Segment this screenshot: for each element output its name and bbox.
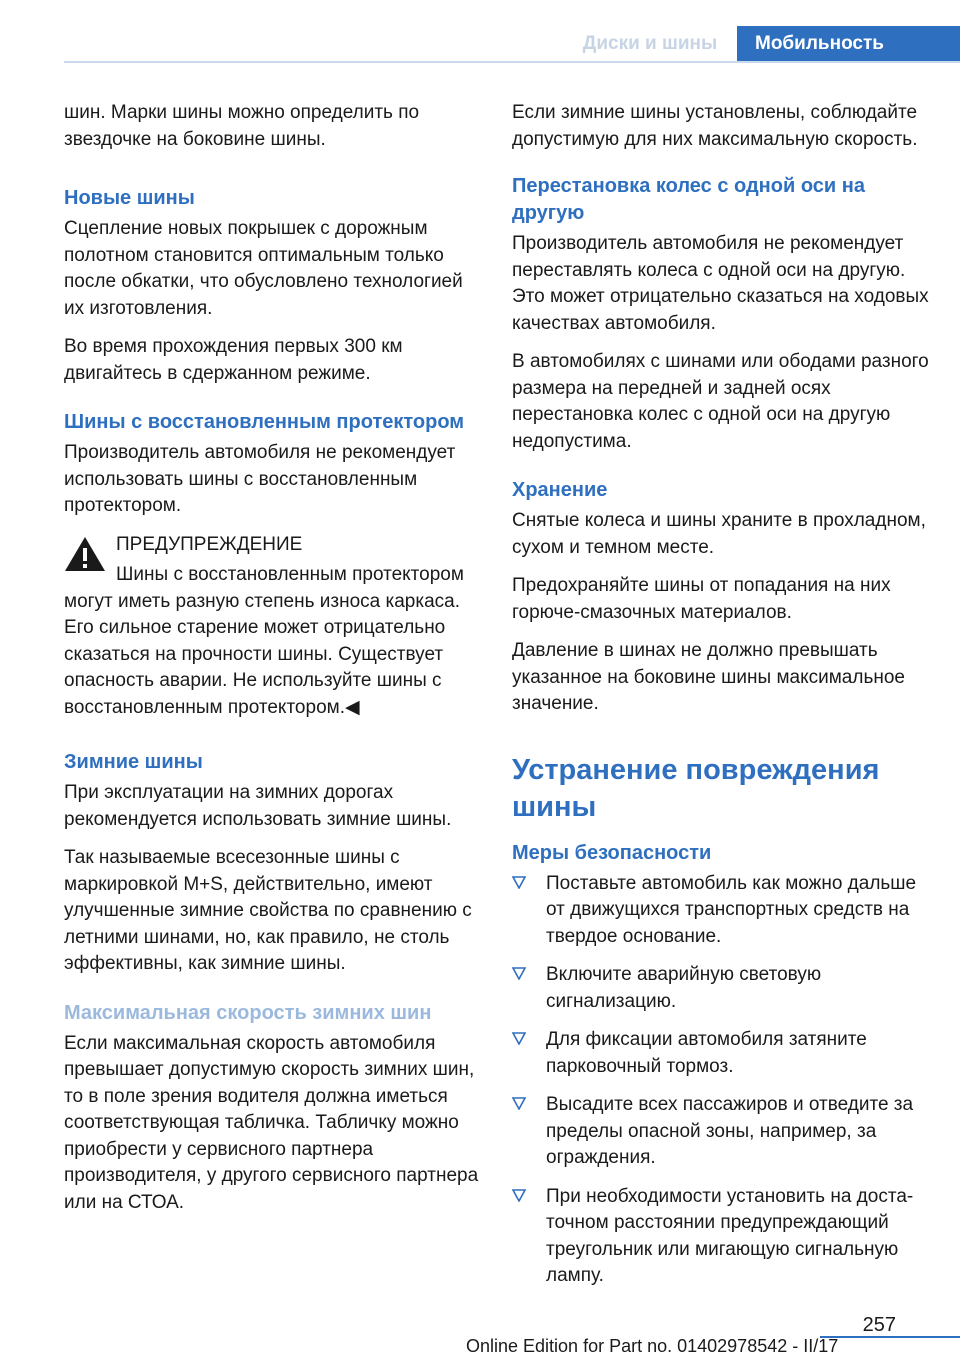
new-tires-paragraph-1: Сцепление новых покрышек с дорожным полотном становится оптимальным только после обкатки, что обусловлено технологией их изготовления.	[64, 218, 463, 319]
warning-triangle-icon	[64, 536, 106, 572]
triangle-bullet-icon	[512, 1096, 526, 1110]
retreaded-paragraph: Производитель автомобиля не рекомендует использовать шины с восстановленным протектором.	[64, 442, 456, 516]
warning-text: могут иметь разную степень износа каркаса. Его сильное старение может отрицательно сказаться на прочности шины. Существует опасность аварии. Не используйте шины с восстановленным протектором.◀	[64, 590, 461, 718]
safety-list	[512, 871, 932, 1290]
storage-paragraph-3: Давление в шинах не должно превышать указанное на боковине шины максимальное значение.	[512, 640, 905, 714]
triangle-bullet-icon	[512, 1031, 526, 1045]
max-speed-heading: Максимальная скорость зимних шин	[64, 1001, 432, 1024]
list-item	[512, 1092, 932, 1172]
new-tires-paragraph-2: Во время прохождения первых 300 км двигайтесь в сдержанном режиме.	[64, 336, 403, 384]
left-column	[64, 100, 479, 1228]
list-item	[512, 1184, 932, 1290]
header-chapter-tab: Мобильность	[737, 26, 960, 62]
warning-box	[64, 532, 479, 722]
storage-paragraph-1: Снятые колеса и шины храните в прохладном, сухом и темном месте.	[512, 510, 926, 558]
swap-paragraph-2: В автомобилях с шинами или ободами разного размера на передней и задней осях перестановка колес с одной оси на другую недопустима.	[512, 351, 929, 452]
list-item-text: Для фиксации автомобиля затяните парковочный тормоз.	[546, 1029, 867, 1077]
warning-lead: Шины с восстановленным протектором	[116, 564, 464, 585]
list-item	[512, 871, 932, 951]
damage-heading: Устранение повреждения шины	[512, 753, 880, 823]
triangle-bullet-icon	[512, 1188, 526, 1202]
right-intro-paragraph: Если зимние шины установлены, соблюдайте допустимую для них максимальную скорость.	[512, 102, 918, 150]
new-tires-heading: Новые шины	[64, 187, 195, 209]
edition-note: Online Edition for Part no. 01402978542 - II/17	[466, 1336, 839, 1356]
footer-rule	[820, 1336, 960, 1338]
warning-title: ПРЕДУПРЕЖДЕНИЕ	[116, 533, 303, 555]
list-item-text: Поставьте автомобиль как можно дальше от движущихся транспортных средств на твердое основание.	[546, 872, 917, 947]
triangle-bullet-icon	[512, 875, 526, 889]
triangle-bullet-icon	[512, 966, 526, 980]
right-column	[512, 100, 932, 1302]
winter-tires-heading: Зимние шины	[64, 751, 203, 773]
swap-paragraph-1: Производитель автомобиля не рекомендует переставлять колеса с одной оси на другую. Это может отрицательно сказаться на ходовых качествах автомобиля.	[512, 233, 929, 334]
list-item	[512, 1027, 932, 1080]
list-item-text: Включите аварийную световую сигнализацию.	[546, 964, 822, 1012]
storage-heading: Хранение	[512, 479, 608, 501]
max-speed-paragraph: Если максимальная скорость автомобиля превышает допустимую скорость зимних шин, то в поле зрения водителя должна иметься соответствующая табличка. Табличку можно приобрести у сервисного партнера производителя, у другого сервисного партнера или на СТОА.	[64, 1032, 479, 1213]
list-item	[512, 962, 932, 1015]
header-section-label: Диски и шины	[582, 33, 718, 54]
winter-tires-paragraph-1: При эксплуатации на зимних дорогах рекомендуется использовать зимние шины.	[64, 782, 452, 830]
safety-measures-heading: Меры безопасности	[512, 841, 712, 864]
left-intro-paragraph: шин. Марки шины можно определить по звездочке на боковине шины.	[64, 102, 420, 150]
list-item-text: При необходимости установить на достаточном расстоянии предупреждающий треугольник или мигающую сигнальную лампу.	[546, 1185, 914, 1286]
header-rule	[64, 61, 960, 63]
page-number: 257	[862, 1314, 896, 1336]
winter-tires-paragraph-2: Так называемые всесезонные шины с маркировкой M+S, действительно, имеют улучшенные зимние свойства по сравнению с летними шинами, но, как правило, не столь эффективны, как зимние шины.	[64, 847, 472, 974]
storage-paragraph-2: Предохраняйте шины от попадания на них горюче-смазочных материалов.	[512, 575, 891, 623]
list-item-text: Высадите всех пассажиров и отведите за пределы опасной зоны, например, за ограждения.	[546, 1094, 914, 1168]
retreaded-heading: Шины с восстановленным протектором	[64, 411, 465, 433]
swap-heading: Перестановка колес с одной оси на другую	[512, 175, 865, 224]
